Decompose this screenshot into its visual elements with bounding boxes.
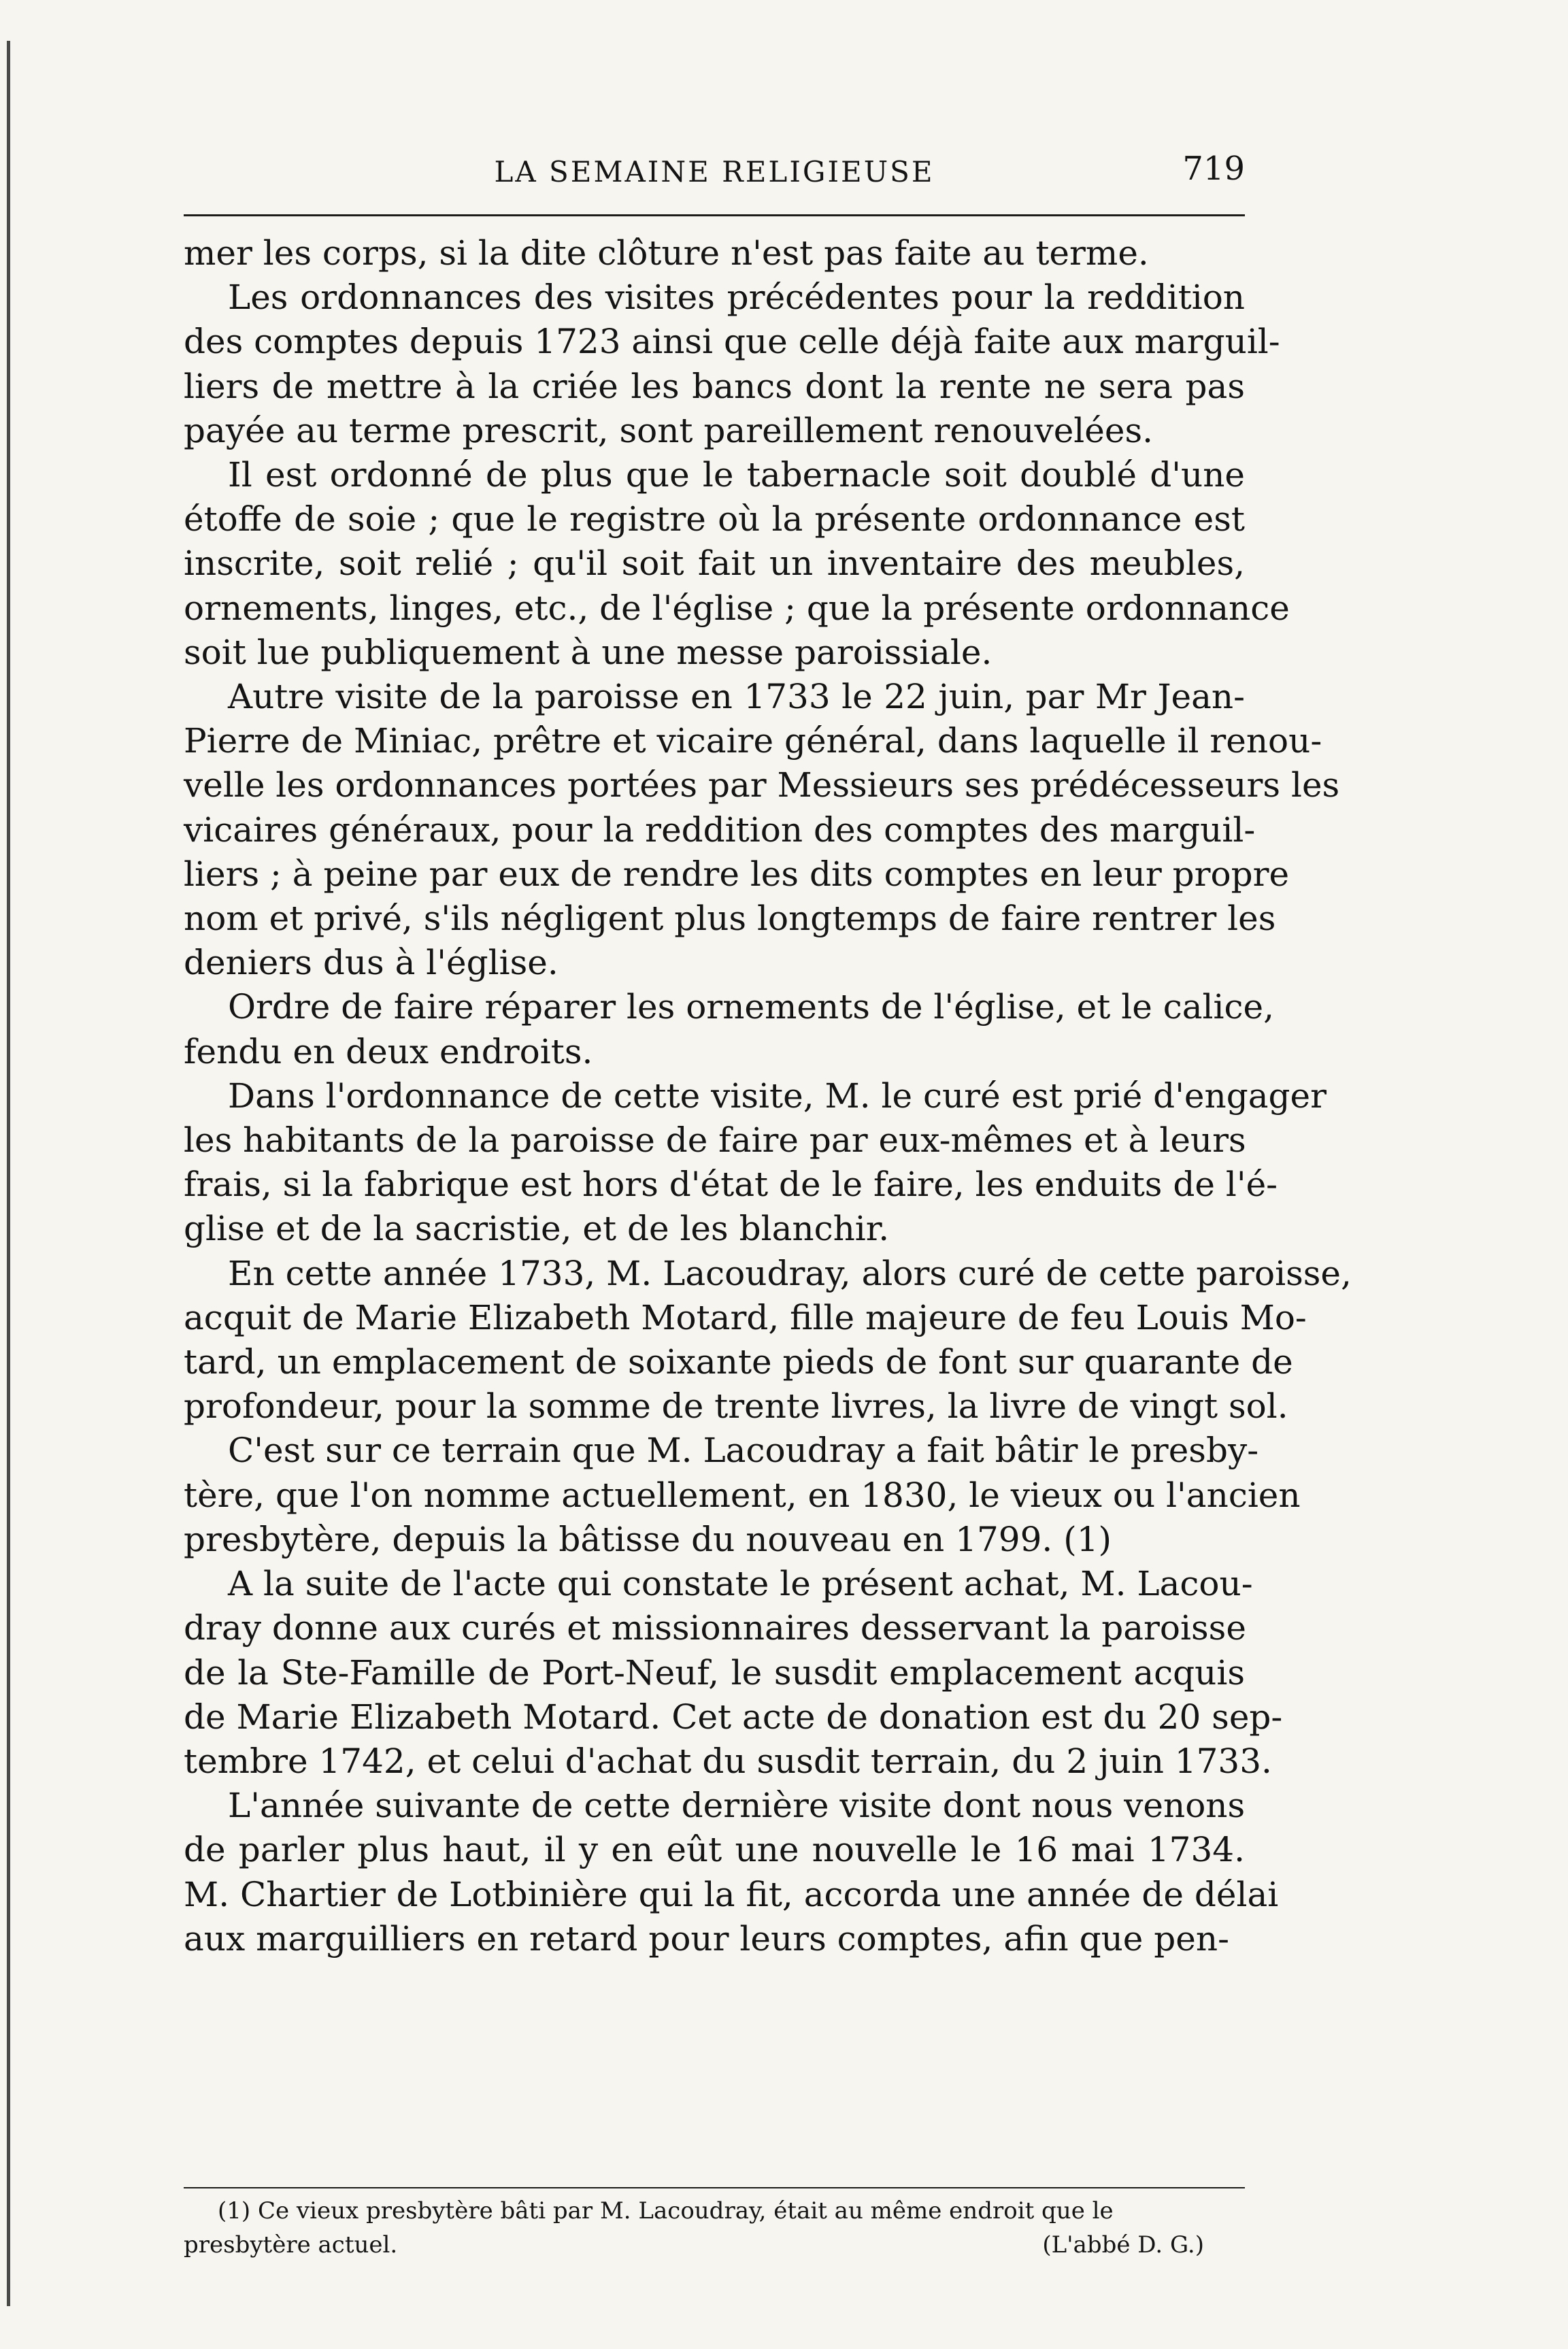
- text-line: Ordre de faire réparer les ornements de l'église, et le calice,: [228, 987, 1275, 1027]
- text-line: acquit de Marie Elizabeth Motard, fille majeure de feu Louis Mo-: [184, 1297, 1307, 1337]
- text-line: tembre 1742, et celui d'achat du susdit terrain, du 2 juin 1733.: [184, 1741, 1272, 1781]
- footnote-line: presbytère actuel.: [184, 2231, 398, 2259]
- text-line: ornements, linges, etc., de l'église ; que la présente ordonnance: [184, 588, 1290, 628]
- text-line: velle les ordonnances portées par Messieurs ses prédécesseurs les: [184, 765, 1340, 805]
- text-line: frais, si la fabrique est hors d'état de le faire, les enduits de l'é-: [184, 1165, 1278, 1205]
- text-line: fendu en deux endroits.: [184, 1031, 593, 1071]
- footnote: [184, 2194, 1245, 2262]
- text-line: de la Ste-Famille de Port-Neuf, le susdit emplacement acquis: [184, 1652, 1245, 1693]
- running-title: LA SEMAINE RELIGIEUSE: [494, 155, 935, 188]
- text-line: A la suite de l'acte qui constate le présent achat, M. Lacou-: [228, 1564, 1253, 1604]
- text-line: payée au terme prescrit, sont pareillement renouvelées.: [184, 410, 1154, 450]
- footnote-line: (1) Ce vieux presbytère bâti par M. Lacoudray, était au même endroit que le: [218, 2197, 1114, 2225]
- text-line: Les ordonnances des visites précédentes pour la reddition: [228, 278, 1245, 318]
- text-line: Il est ordonné de plus que le tabernacle soit doublé d'une: [228, 455, 1245, 495]
- text-line: mer les corps, si la dite clôture n'est pas faite au terme.: [184, 233, 1149, 273]
- text-line: les habitants de la paroisse de faire par eux-mêmes et à leurs: [184, 1120, 1246, 1161]
- paragraph: [184, 231, 1245, 276]
- text-line: vicaires généraux, pour la reddition des comptes des marguil-: [184, 810, 1256, 850]
- footnote-rule: [184, 2187, 1245, 2188]
- text-line: C'est sur ce terrain que M. Lacoudray a fait bâtir le presby-: [228, 1431, 1259, 1471]
- text-line: soit lue publiquement à une messe paroissiale.: [184, 632, 992, 672]
- text-line: Pierre de Miniac, prêtre et vicaire général, dans laquelle il renou-: [184, 721, 1322, 761]
- binding-edge: [7, 41, 10, 2306]
- text-line: de Marie Elizabeth Motard. Cet acte de donation est du 20 sep-: [184, 1697, 1283, 1737]
- paragraph: [184, 1252, 1352, 1429]
- page-number: 719: [1182, 150, 1245, 188]
- paragraph: [184, 276, 1280, 453]
- text-line: tard, un emplacement de soixante pieds de font sur quarante de: [184, 1342, 1293, 1382]
- text-line: dray donne aux curés et missionnaires desservant la paroisse: [184, 1608, 1246, 1648]
- paragraph: [184, 985, 1275, 1073]
- paragraph: [184, 1429, 1301, 1562]
- text-line: Autre visite de la paroisse en 1733 le 22 juin, par Mr Jean-: [228, 677, 1245, 717]
- text-line: profondeur, pour la somme de trente livres, la livre de vingt sol.: [184, 1386, 1288, 1427]
- paragraph: [184, 1784, 1279, 1961]
- text-line: Dans l'ordonnance de cette visite, M. le curé est prié d'engager: [228, 1076, 1327, 1116]
- text-line: presbytère, depuis la bâtisse du nouveau en 1799. (1): [184, 1519, 1112, 1559]
- text-line: étoffe de soie ; que le registre où la présente ordonnance est: [184, 499, 1245, 539]
- text-line: tère, que l'on nomme actuellement, en 1830, le vieux ou l'ancien: [184, 1475, 1301, 1515]
- text-line: M. Chartier de Lotbinière qui la fit, accorda une année de délai: [184, 1874, 1279, 1914]
- footnote-signature: (L'abbé D. G.): [1042, 2231, 1204, 2259]
- paragraph: [184, 453, 1290, 675]
- text-line: glise et de la sacristie, et de les blanchir.: [184, 1209, 890, 1249]
- paragraph: [184, 675, 1340, 985]
- paragraph: [184, 1562, 1283, 1784]
- page-header: [184, 150, 1245, 197]
- text-line: des comptes depuis 1723 ainsi que celle déjà faite aux marguil-: [184, 322, 1280, 362]
- text-line: aux marguilliers en retard pour leurs comptes, afin que pen-: [184, 1918, 1229, 1959]
- header-rule: [184, 214, 1245, 216]
- text-line: de parler plus haut, il y en eût une nouvelle le 16 mai 1734.: [184, 1830, 1245, 1870]
- paragraph: [184, 1074, 1327, 1252]
- text-line: deniers dus à l'église.: [184, 943, 558, 983]
- text-line: nom et privé, s'ils négligent plus longtemps de faire rentrer les: [184, 899, 1276, 939]
- text-line: L'année suivante de cette dernière visite dont nous venons: [228, 1786, 1246, 1826]
- text-line: liers ; à peine par eux de rendre les dits comptes en leur propre: [184, 854, 1290, 894]
- body-text: [184, 231, 1352, 1961]
- text-line: En cette année 1733, M. Lacoudray, alors curé de cette paroisse,: [228, 1253, 1352, 1293]
- text-line: liers de mettre à la criée les bancs dont la rente ne sera pas: [184, 366, 1245, 406]
- text-line: inscrite, soit relié ; qu'il soit fait un inventaire des meubles,: [184, 544, 1245, 584]
